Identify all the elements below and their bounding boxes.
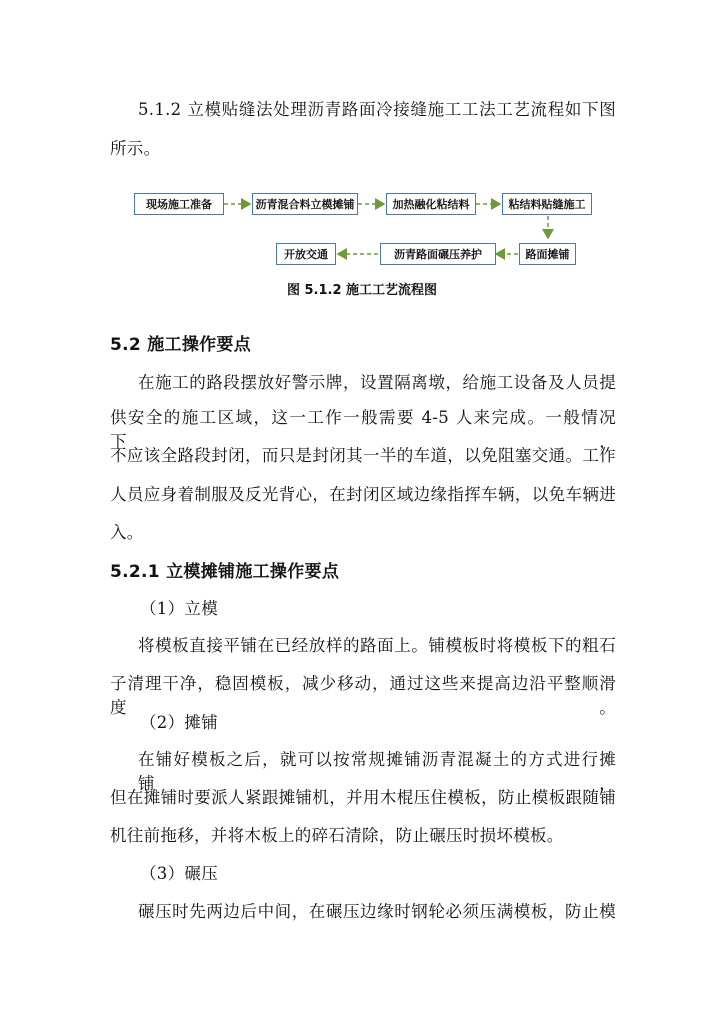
figure-caption: 图 5.1.2 施工工艺流程图 [286, 283, 438, 298]
intro-line-1: 5.1.2 立模贴缝法处理沥青路面冷接缝施工工法工艺流程如下图 [138, 100, 616, 119]
item-label-formwork: （1）立模 [140, 599, 218, 618]
flow-step-binder-seam: 粘结料贴缝施工 [502, 193, 592, 215]
flow-step-open-traffic: 开放交通 [276, 243, 336, 265]
paragraph-line: 但在摊铺时要派人紧跟摊铺机，并用木棍压住模板，防止模板跟随铺 [110, 788, 616, 807]
paragraph-line: 入。 [110, 523, 144, 542]
paragraph-line: 人员应身着制服及反光背心，在封闭区域边缘指挥车辆，以免车辆进 [110, 485, 616, 504]
paragraph-line: 碾压时先两边后中间，在碾压边缘时钢轮必须压满模板，防止模 [138, 902, 616, 921]
paragraph-line: 在施工的路段摆放好警示牌，设置隔离墩，给施工设备及人员提 [138, 373, 616, 392]
item-label-paving: （2）摊铺 [140, 713, 218, 732]
intro-line-2: 所示。 [110, 139, 161, 158]
paragraph-line: 供安全的施工区域，这一工作一般需要 4-5 人来完成。一般情况下， [110, 408, 616, 451]
flow-step-formwork-paving: 沥青混合料立模摊铺 [252, 193, 358, 215]
paragraph-line: 将模板直接平铺在已经放样的路面上。铺模板时将模板下的粗石 [138, 636, 616, 655]
paragraph-line: 在铺好模板之后，就可以按常规摊铺沥青混凝土的方式进行摊铺， [138, 750, 616, 793]
paragraph-line: 机往前拖移，并将木板上的碎石清除，防止碾压时损坏模板。 [110, 826, 564, 845]
flow-step-heat-binder: 加热融化粘结料 [386, 193, 476, 215]
section-heading-5-2-1: 5.2.1 立模摊铺施工操作要点 [110, 562, 340, 582]
flow-step-road-paving: 路面摊铺 [519, 243, 576, 265]
item-label-compaction: （3）碾压 [140, 864, 218, 883]
flow-step-compaction-curing: 沥青路面碾压养护 [380, 243, 496, 265]
section-heading-5-2: 5.2 施工操作要点 [110, 335, 252, 355]
flowchart-arrows [0, 0, 724, 300]
flow-step-site-preparation: 现场施工准备 [134, 193, 224, 215]
paragraph-line: 不应该全路段封闭，而只是封闭其一半的车道，以免阻塞交通。工作 [110, 446, 616, 465]
paragraph-line: 子清理干净，稳固模板，减少移动，通过这些来提高边沿平整顺滑度。 [110, 674, 616, 717]
